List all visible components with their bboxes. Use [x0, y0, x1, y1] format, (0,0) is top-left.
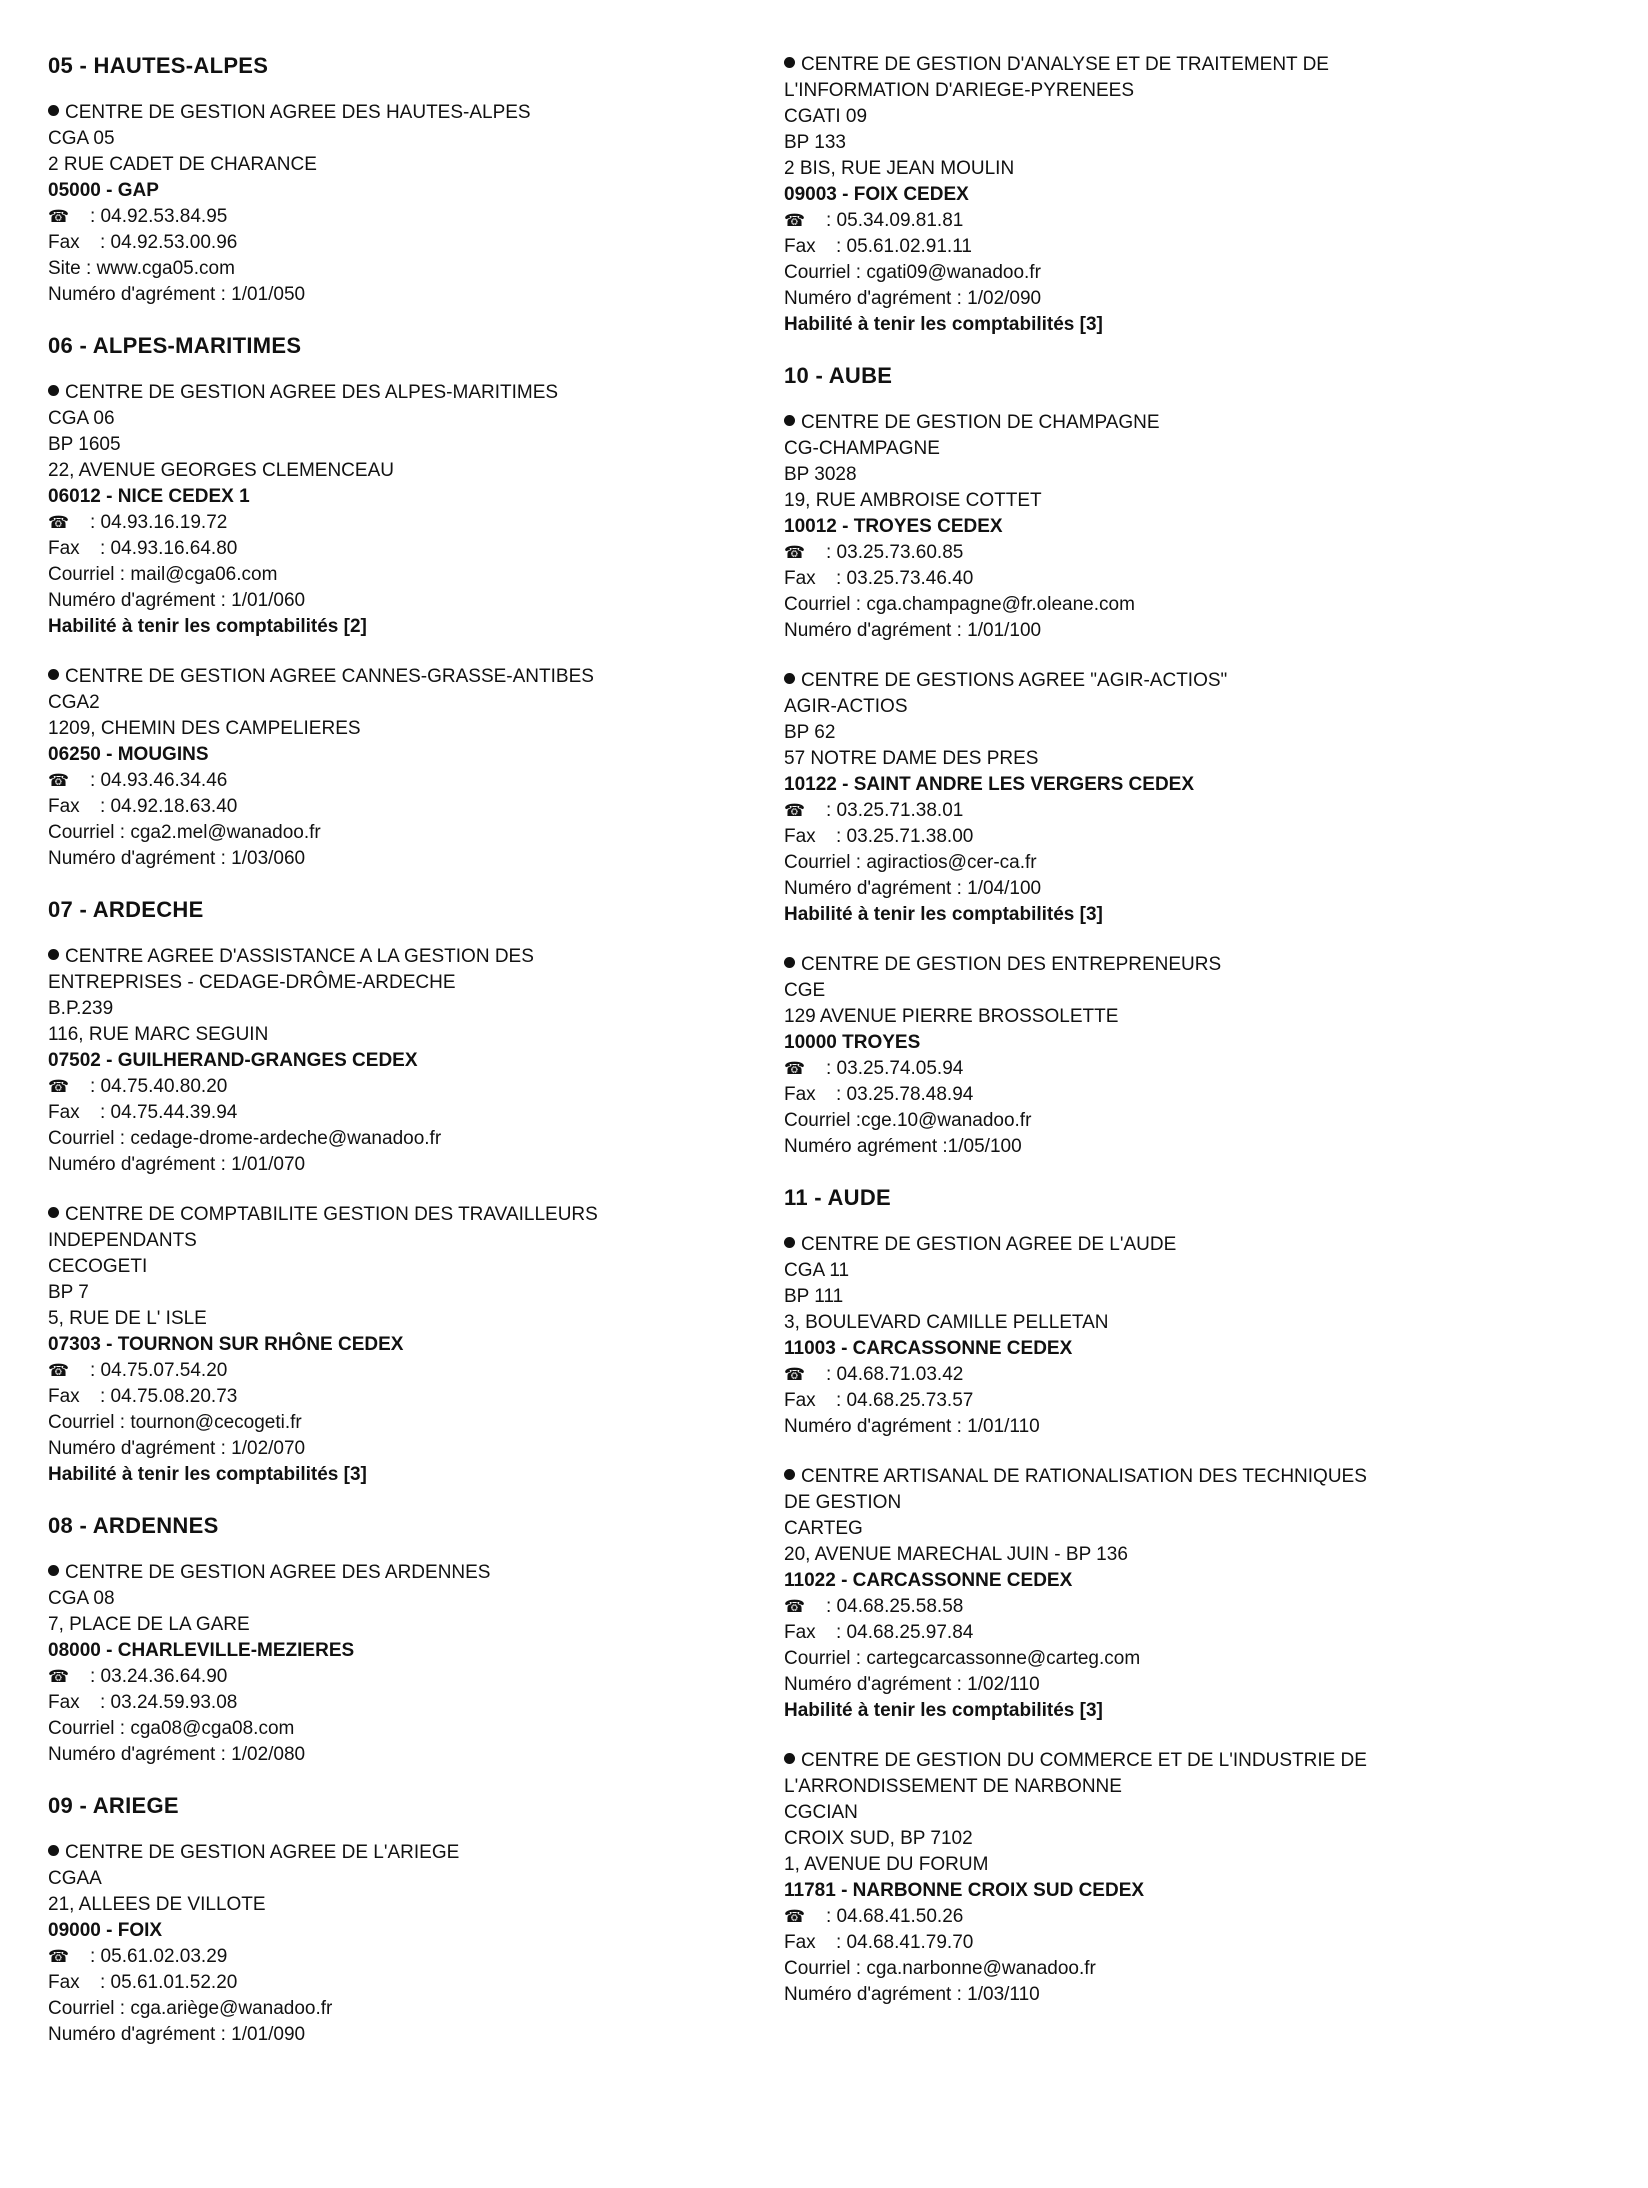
address-line: 2 RUE CADET DE CHARANCE — [48, 154, 317, 175]
center-name-continued: DE GESTION — [784, 1492, 902, 1513]
center-name-text: CENTRE DE COMPTABILITE GESTION DES TRAVAILLEURS — [65, 1204, 598, 1225]
center-name — [48, 380, 768, 406]
fax-label: Fax — [784, 826, 816, 847]
contact-line: Courriel : tournon@cecogeti.fr — [48, 1412, 302, 1433]
phone-number: : 04.68.41.50.26 — [826, 1906, 964, 1927]
center-name-text: CENTRE DE GESTION DU COMMERCE ET DE L'INDUSTRIE DE — [801, 1750, 1367, 1771]
telephone-icon: ☎ — [48, 771, 70, 790]
habilitation-note: Habilité à tenir les comptabilités [3] — [784, 904, 1103, 925]
telephone-icon: ☎ — [48, 1077, 70, 1096]
phone-row — [48, 1944, 768, 1970]
phone-number: : 04.93.16.19.72 — [90, 512, 228, 533]
postal-city: 06012 - NICE CEDEX 1 — [48, 486, 250, 507]
address-line: CECOGETI — [48, 1256, 148, 1277]
bullet-icon — [784, 1469, 795, 1480]
fax-row — [784, 1930, 1504, 1956]
center-name-text: CENTRE DE GESTIONS AGREE "AGIR-ACTIOS" — [801, 670, 1228, 691]
bullet-icon — [784, 1237, 795, 1248]
habilitation-note: Habilité à tenir les comptabilités [2] — [48, 616, 367, 637]
fax-number: : 04.92.18.63.40 — [100, 796, 238, 817]
address-line: CGE — [784, 980, 826, 1001]
address-line: B.P.239 — [48, 998, 114, 1019]
center-entry — [784, 1464, 1504, 1724]
fax-number: : 05.61.02.91.11 — [836, 236, 972, 257]
contact-line: Numéro d'agrément : 1/01/050 — [48, 284, 306, 305]
department-heading: 10 - AUBE — [784, 363, 893, 388]
center-name — [784, 52, 1504, 78]
phone-number: : 04.75.40.80.20 — [90, 1076, 228, 1097]
postal-city: 11022 - CARCASSONNE CEDEX — [784, 1570, 1073, 1591]
fax-row — [48, 1970, 768, 1996]
phone-row — [784, 540, 1504, 566]
department-heading: 09 - ARIEGE — [48, 1793, 179, 1818]
address-line: 57 NOTRE DAME DES PRES — [784, 748, 1039, 769]
phone-row — [784, 1904, 1504, 1930]
contact-line: Courriel : cga.champagne@fr.oleane.com — [784, 594, 1135, 615]
center-entry — [48, 100, 768, 308]
address-line: CGA 11 — [784, 1260, 850, 1281]
telephone-icon: ☎ — [48, 207, 70, 226]
habilitation-note: Habilité à tenir les comptabilités [3] — [48, 1464, 367, 1485]
department-heading: 06 - ALPES-MARITIMES — [48, 333, 302, 358]
department-section — [48, 896, 768, 1488]
phone-number: : 03.25.74.05.94 — [826, 1058, 964, 1079]
center-name — [784, 1464, 1504, 1490]
phone-number: : 03.25.73.60.85 — [826, 542, 964, 563]
fax-number: : 03.24.59.93.08 — [100, 1692, 238, 1713]
center-name-text: CENTRE DE GESTION D'ANALYSE ET DE TRAITEMENT DE — [801, 54, 1329, 75]
center-name-continued: L'INFORMATION D'ARIEGE-PYRENEES — [784, 80, 1135, 101]
address-line: 22, AVENUE GEORGES CLEMENCEAU — [48, 460, 394, 481]
department-section — [784, 52, 1504, 338]
fax-number: : 04.68.25.73.57 — [836, 1390, 974, 1411]
fax-row — [48, 1100, 768, 1126]
center-name-continued: ENTREPRISES - CEDAGE-DRÔME-ARDECHE — [48, 972, 456, 993]
contact-line: Courriel : cga2.mel@wanadoo.fr — [48, 822, 321, 843]
fax-label: Fax — [48, 1386, 80, 1407]
center-name — [48, 1840, 768, 1866]
contact-line: Numéro d'agrément : 1/02/110 — [784, 1674, 1040, 1695]
center-entry — [48, 1560, 768, 1768]
address-line: CG-CHAMPAGNE — [784, 438, 940, 459]
contact-line: Courriel : cgati09@wanadoo.fr — [784, 262, 1041, 283]
left-column — [48, 52, 768, 2072]
address-line: 1209, CHEMIN DES CAMPELIERES — [48, 718, 361, 739]
contact-line: Numéro d'agrément : 1/01/100 — [784, 620, 1042, 641]
fax-label: Fax — [48, 232, 80, 253]
fax-row — [48, 536, 768, 562]
address-line: CGA 06 — [48, 408, 115, 429]
telephone-icon: ☎ — [784, 211, 806, 230]
address-line: CGCIAN — [784, 1802, 858, 1823]
center-name-text: CENTRE DE GESTION AGREE DES ARDENNES — [65, 1562, 491, 1583]
postal-city: 10012 - TROYES CEDEX — [784, 516, 1003, 537]
address-line: BP 1605 — [48, 434, 121, 455]
fax-number: : 04.68.25.97.84 — [836, 1622, 974, 1643]
contact-line: Courriel : cartegcarcassonne@carteg.com — [784, 1648, 1141, 1669]
fax-number: : 03.25.73.46.40 — [836, 568, 974, 589]
phone-row — [48, 510, 768, 536]
fax-label: Fax — [784, 1932, 816, 1953]
center-entry — [48, 380, 768, 640]
center-name-text: CENTRE DE GESTION AGREE DES ALPES-MARITIMES — [65, 382, 559, 403]
bullet-icon — [48, 669, 59, 680]
phone-row — [48, 1664, 768, 1690]
postal-city: 09003 - FOIX CEDEX — [784, 184, 969, 205]
fax-number: : 03.25.71.38.00 — [836, 826, 974, 847]
postal-city: 11003 - CARCASSONNE CEDEX — [784, 1338, 1073, 1359]
contact-line: Courriel : cga.narbonne@wanadoo.fr — [784, 1958, 1096, 1979]
department-section — [48, 1792, 768, 2048]
contact-line: Numéro d'agrément : 1/03/110 — [784, 1984, 1040, 2005]
telephone-icon: ☎ — [48, 1361, 70, 1380]
address-line: CROIX SUD, BP 7102 — [784, 1828, 973, 1849]
telephone-icon: ☎ — [784, 1597, 806, 1616]
postal-city: 07303 - TOURNON SUR RHÔNE CEDEX — [48, 1334, 404, 1355]
contact-line: Courriel : cga.ariège@wanadoo.fr — [48, 1998, 333, 2019]
telephone-icon: ☎ — [48, 513, 70, 532]
telephone-icon: ☎ — [48, 1667, 70, 1686]
fax-row — [48, 230, 768, 256]
fax-label: Fax — [784, 236, 816, 257]
contact-line: Numéro d'agrément : 1/02/070 — [48, 1438, 306, 1459]
phone-number: : 04.93.46.34.46 — [90, 770, 228, 791]
department-section — [48, 52, 768, 308]
contact-line: Numéro d'agrément : 1/01/110 — [784, 1416, 1040, 1437]
fax-row — [784, 1082, 1504, 1108]
phone-number: : 04.75.07.54.20 — [90, 1360, 228, 1381]
telephone-icon: ☎ — [784, 543, 806, 562]
center-entry — [48, 1202, 768, 1488]
bullet-icon — [784, 415, 795, 426]
center-name-text: CENTRE DE GESTION AGREE DE L'ARIEGE — [65, 1842, 460, 1863]
fax-number: : 04.75.08.20.73 — [100, 1386, 238, 1407]
fax-number: : 04.93.16.64.80 — [100, 538, 238, 559]
center-name — [784, 410, 1504, 436]
fax-label: Fax — [48, 1692, 80, 1713]
telephone-icon: ☎ — [784, 1907, 806, 1926]
postal-city: 10122 - SAINT ANDRE LES VERGERS CEDEX — [784, 774, 1195, 795]
center-entry — [784, 52, 1504, 338]
center-entry — [48, 1840, 768, 2048]
postal-city: 07502 - GUILHERAND-GRANGES CEDEX — [48, 1050, 418, 1071]
center-name — [48, 100, 768, 126]
contact-line: Numéro d'agrément : 1/01/060 — [48, 590, 306, 611]
fax-label: Fax — [784, 1622, 816, 1643]
telephone-icon: ☎ — [784, 1365, 806, 1384]
fax-row — [48, 794, 768, 820]
address-line: 5, RUE DE L' ISLE — [48, 1308, 207, 1329]
bullet-icon — [784, 1753, 795, 1764]
center-name — [784, 952, 1504, 978]
bullet-icon — [48, 1207, 59, 1218]
address-line: 21, ALLEES DE VILLOTE — [48, 1894, 266, 1915]
center-name-text: CENTRE DE GESTION AGREE CANNES-GRASSE-ANTIBES — [65, 666, 594, 687]
contact-line: Numéro d'agrément : 1/02/080 — [48, 1744, 306, 1765]
contact-line: Courriel : cedage-drome-ardeche@wanadoo.fr — [48, 1128, 442, 1149]
address-line: BP 62 — [784, 722, 836, 743]
bullet-icon — [48, 105, 59, 116]
habilitation-note: Habilité à tenir les comptabilités [3] — [784, 314, 1103, 335]
address-line: 116, RUE MARC SEGUIN — [48, 1024, 269, 1045]
bullet-icon — [48, 1845, 59, 1856]
center-name-continued: INDEPENDANTS — [48, 1230, 197, 1251]
center-entry — [784, 1748, 1504, 2008]
address-line: AGIR-ACTIOS — [784, 696, 908, 717]
address-line: 129 AVENUE PIERRE BROSSOLETTE — [784, 1006, 1119, 1027]
center-entry — [784, 952, 1504, 1160]
center-entry — [48, 664, 768, 872]
phone-row — [784, 1362, 1504, 1388]
fax-row — [48, 1384, 768, 1410]
contact-line: Courriel :cge.10@wanadoo.fr — [784, 1110, 1032, 1131]
center-name-text: CENTRE DE GESTION DE CHAMPAGNE — [801, 412, 1160, 433]
fax-row — [784, 1388, 1504, 1414]
phone-number: : 04.68.25.58.58 — [826, 1596, 964, 1617]
phone-row — [784, 1594, 1504, 1620]
phone-number: : 03.24.36.64.90 — [90, 1666, 228, 1687]
center-entry — [784, 1232, 1504, 1440]
department-heading: 11 - AUDE — [784, 1185, 892, 1210]
address-line: BP 7 — [48, 1282, 89, 1303]
contact-line: Numéro d'agrément : 1/04/100 — [784, 878, 1042, 899]
address-line: 7, PLACE DE LA GARE — [48, 1614, 250, 1635]
address-line: 20, AVENUE MARECHAL JUIN - BP 136 — [784, 1544, 1128, 1565]
address-line: CGATI 09 — [784, 106, 868, 127]
address-line: CGA2 — [48, 692, 100, 713]
center-name — [48, 944, 768, 970]
center-name — [48, 664, 768, 690]
address-line: 19, RUE AMBROISE COTTET — [784, 490, 1042, 511]
center-entry — [784, 410, 1504, 644]
phone-row — [784, 1056, 1504, 1082]
postal-city: 11781 - NARBONNE CROIX SUD CEDEX — [784, 1880, 1145, 1901]
contact-line: Numéro d'agrément : 1/03/060 — [48, 848, 306, 869]
postal-city: 05000 - GAP — [48, 180, 159, 201]
department-section — [784, 1184, 1504, 2008]
contact-line: Site : www.cga05.com — [48, 258, 235, 279]
phone-row — [48, 1074, 768, 1100]
bullet-icon — [48, 949, 59, 960]
center-name-text: CENTRE DE GESTION DES ENTREPRENEURS — [801, 954, 1222, 975]
phone-number: : 03.25.71.38.01 — [826, 800, 964, 821]
contact-line: Courriel : cga08@cga08.com — [48, 1718, 295, 1739]
fax-label: Fax — [48, 1972, 80, 1993]
fax-label: Fax — [784, 1390, 816, 1411]
center-name — [784, 1232, 1504, 1258]
fax-row — [784, 1620, 1504, 1646]
postal-city: 10000 TROYES — [784, 1032, 921, 1053]
department-heading: 08 - ARDENNES — [48, 1513, 219, 1538]
address-line: CGA 08 — [48, 1588, 115, 1609]
phone-row — [48, 768, 768, 794]
center-name-text: CENTRE ARTISANAL DE RATIONALISATION DES TECHNIQUES — [801, 1466, 1367, 1487]
address-line: BP 3028 — [784, 464, 857, 485]
fax-number: : 04.68.41.79.70 — [836, 1932, 974, 1953]
address-line: 2 BIS, RUE JEAN MOULIN — [784, 158, 1015, 179]
contact-line: Numéro d'agrément : 1/01/090 — [48, 2024, 306, 2045]
bullet-icon — [784, 957, 795, 968]
center-name-continued: L'ARRONDISSEMENT DE NARBONNE — [784, 1776, 1122, 1797]
address-line: BP 133 — [784, 132, 846, 153]
fax-number: : 04.92.53.00.96 — [100, 232, 238, 253]
contact-line: Courriel : mail@cga06.com — [48, 564, 278, 585]
center-name — [784, 1748, 1504, 1774]
fax-number: : 03.25.78.48.94 — [836, 1084, 974, 1105]
department-section — [48, 1512, 768, 1768]
fax-label: Fax — [784, 568, 816, 589]
department-heading: 07 - ARDECHE — [48, 897, 204, 922]
department-heading: 05 - HAUTES-ALPES — [48, 53, 269, 78]
phone-row — [48, 204, 768, 230]
bullet-icon — [48, 385, 59, 396]
right-column — [784, 52, 1504, 2032]
phone-number: : 05.34.09.81.81 — [826, 210, 964, 231]
phone-row — [48, 1358, 768, 1384]
center-name-text: CENTRE DE GESTION AGREE DE L'AUDE — [801, 1234, 1177, 1255]
contact-line: Numéro d'agrément : 1/02/090 — [784, 288, 1042, 309]
telephone-icon: ☎ — [784, 1059, 806, 1078]
center-name — [48, 1560, 768, 1586]
contact-line: Numéro agrément :1/05/100 — [784, 1136, 1022, 1157]
fax-label: Fax — [784, 1084, 816, 1105]
bullet-icon — [48, 1565, 59, 1576]
address-line: CGA 05 — [48, 128, 115, 149]
telephone-icon: ☎ — [48, 1947, 70, 1966]
fax-row — [784, 234, 1504, 260]
postal-city: 06250 - MOUGINS — [48, 744, 209, 765]
fax-row — [784, 824, 1504, 850]
bullet-icon — [784, 57, 795, 68]
fax-label: Fax — [48, 538, 80, 559]
center-name — [784, 668, 1504, 694]
fax-label: Fax — [48, 796, 80, 817]
department-section — [784, 362, 1504, 1160]
fax-number: : 05.61.01.52.20 — [100, 1972, 238, 1993]
address-line: 1, AVENUE DU FORUM — [784, 1854, 989, 1875]
phone-number: : 04.92.53.84.95 — [90, 206, 228, 227]
postal-city: 08000 - CHARLEVILLE-MEZIERES — [48, 1640, 355, 1661]
center-name — [48, 1202, 768, 1228]
postal-city: 09000 - FOIX — [48, 1920, 163, 1941]
fax-row — [48, 1690, 768, 1716]
center-entry — [784, 668, 1504, 928]
address-line: CARTEG — [784, 1518, 863, 1539]
habilitation-note: Habilité à tenir les comptabilités [3] — [784, 1700, 1103, 1721]
fax-label: Fax — [48, 1102, 80, 1123]
department-section — [48, 332, 768, 872]
phone-row — [784, 798, 1504, 824]
contact-line: Courriel : agiractios@cer-ca.fr — [784, 852, 1037, 873]
contact-line: Numéro d'agrément : 1/01/070 — [48, 1154, 306, 1175]
phone-number: : 04.68.71.03.42 — [826, 1364, 964, 1385]
address-line: BP 111 — [784, 1286, 844, 1307]
address-line: 3, BOULEVARD CAMILLE PELLETAN — [784, 1312, 1109, 1333]
phone-row — [784, 208, 1504, 234]
phone-number: : 05.61.02.03.29 — [90, 1946, 228, 1967]
address-line: CGAA — [48, 1868, 102, 1889]
center-name-text: CENTRE DE GESTION AGREE DES HAUTES-ALPES — [65, 102, 531, 123]
center-name-text: CENTRE AGREE D'ASSISTANCE A LA GESTION DES — [65, 946, 534, 967]
fax-number: : 04.75.44.39.94 — [100, 1102, 238, 1123]
fax-row — [784, 566, 1504, 592]
center-entry — [48, 944, 768, 1178]
bullet-icon — [784, 673, 795, 684]
telephone-icon: ☎ — [784, 801, 806, 820]
